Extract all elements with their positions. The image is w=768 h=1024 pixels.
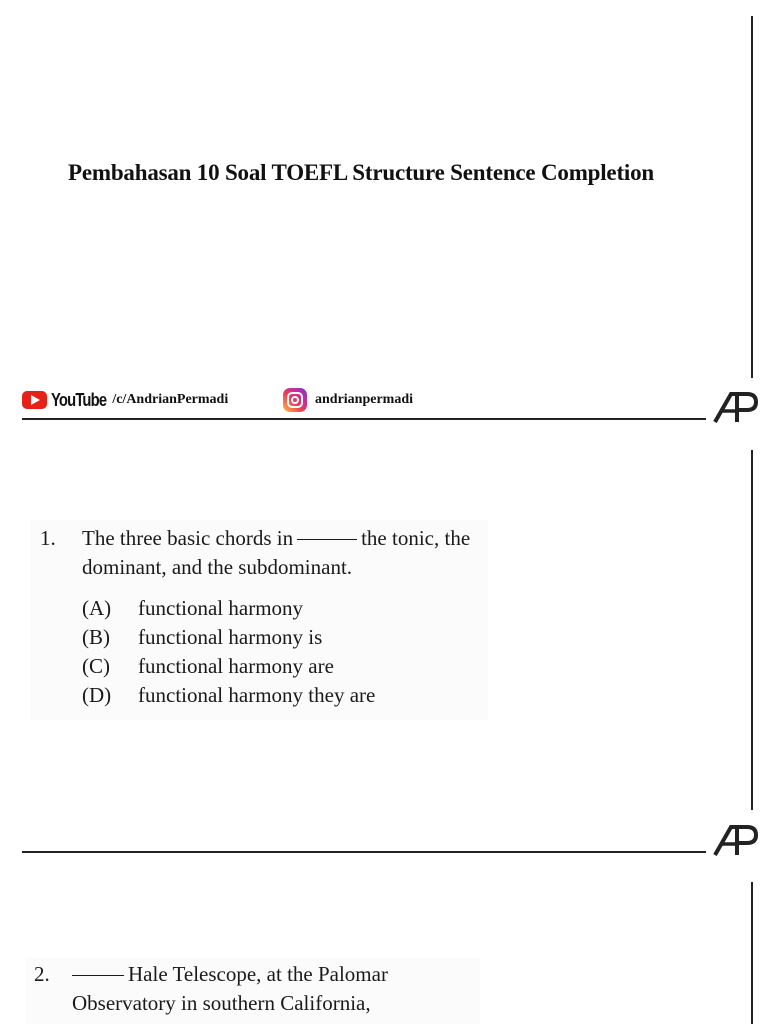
stem-text: Hale Telescope, at the Palomar Observatory in southern California,	[72, 962, 388, 1015]
option-text: functional harmony	[138, 596, 304, 620]
instagram-icon	[283, 388, 307, 412]
horizontal-divider	[22, 851, 706, 853]
youtube-channel-link[interactable]	[22, 388, 228, 412]
youtube-icon	[22, 391, 47, 409]
option-b[interactable]	[82, 623, 478, 652]
youtube-handle: /c/AndrianPermadi	[112, 392, 229, 407]
stem-text: the tonic, the dominant, and the subdominant.	[82, 526, 471, 579]
option-letter: (A)	[82, 596, 112, 620]
page-title: Pembahasan 10 Soal TOEFL Structure Sentence Completion	[68, 160, 654, 185]
instagram-link[interactable]	[283, 388, 413, 412]
vertical-divider	[751, 450, 753, 810]
option-letter: (D)	[82, 683, 112, 707]
question-2	[26, 958, 480, 1024]
answer-options	[82, 594, 478, 710]
youtube-wordmark: YouTube	[51, 389, 107, 410]
question-number: 1.	[40, 526, 56, 550]
option-text: functional harmony is	[138, 625, 323, 649]
stem-text: The three basic chords in	[82, 526, 294, 550]
ap-logo	[712, 390, 760, 424]
horizontal-divider	[22, 418, 706, 420]
option-a[interactable]	[82, 594, 478, 623]
option-c[interactable]	[82, 652, 478, 681]
vertical-divider	[751, 16, 753, 378]
option-letter: (B)	[82, 625, 110, 649]
option-letter: (C)	[82, 654, 110, 678]
answer-blank	[72, 975, 124, 976]
option-text: functional harmony are	[138, 654, 334, 678]
vertical-divider	[751, 882, 753, 1024]
question-1	[30, 520, 488, 720]
ap-logo	[712, 823, 760, 857]
question-stem	[82, 524, 478, 582]
option-d[interactable]	[82, 681, 478, 710]
answer-blank	[297, 539, 357, 540]
question-number: 2.	[34, 962, 50, 986]
instagram-handle: andrianpermadi	[315, 392, 414, 407]
question-stem	[72, 960, 470, 1018]
option-text: functional harmony they are	[138, 683, 376, 707]
